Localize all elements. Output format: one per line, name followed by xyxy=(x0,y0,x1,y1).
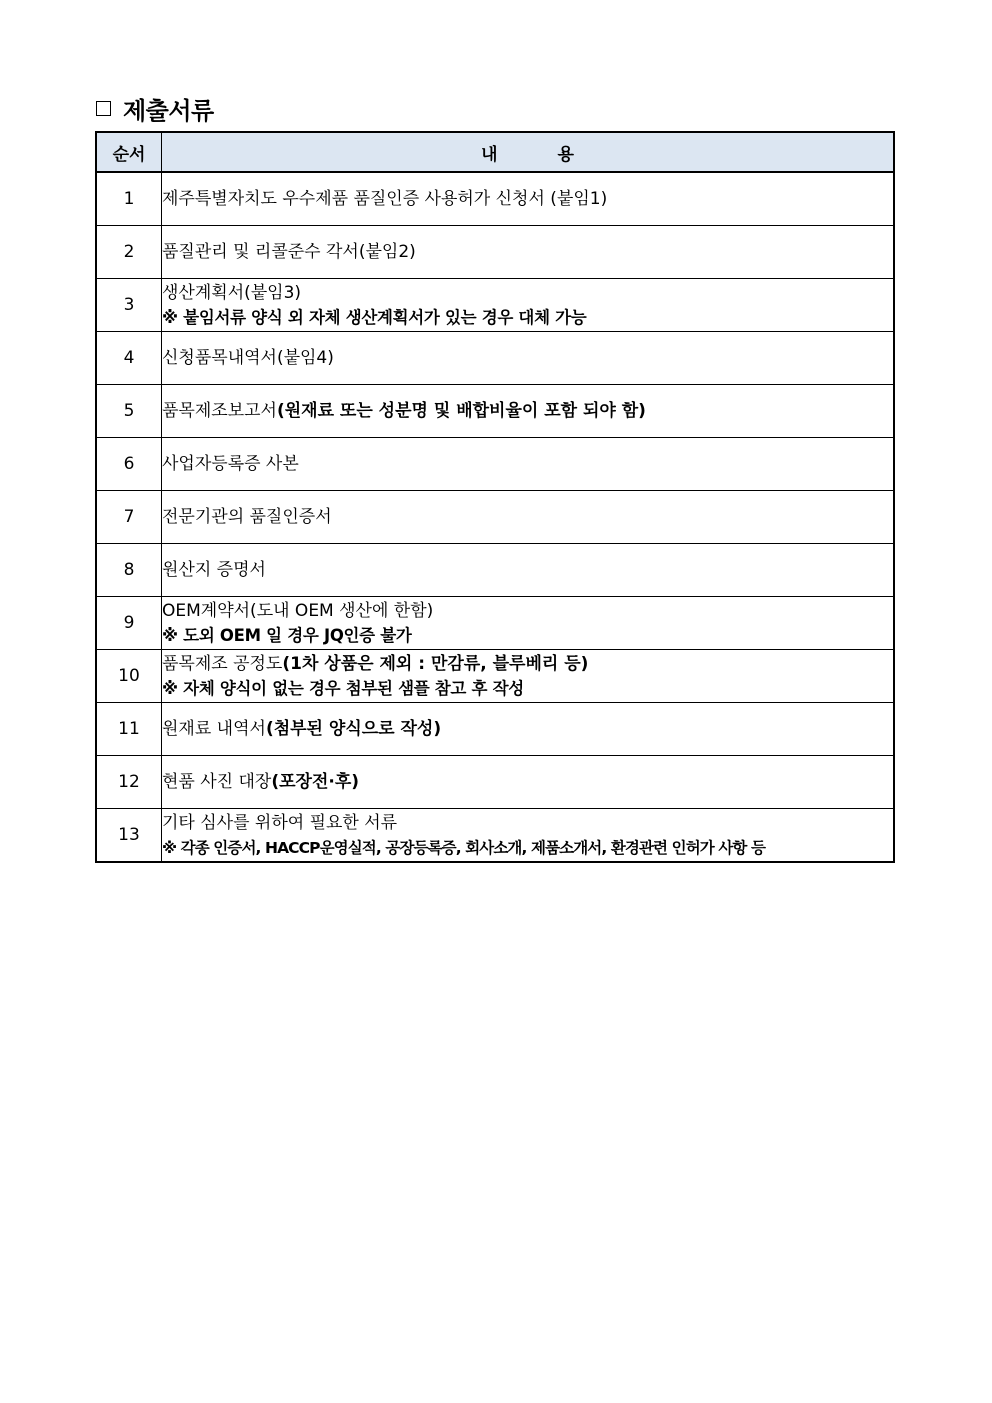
row-content xyxy=(162,544,895,597)
row-text: 신청품목내역서(붙임4) xyxy=(162,348,334,368)
row-text: 현품 사진 대장 xyxy=(162,772,272,792)
table-row xyxy=(96,226,894,279)
table-row xyxy=(96,438,894,491)
row-number: 6 xyxy=(96,438,162,491)
row-note: ※ 도외 OEM 일 경우 JQ인증 불가 xyxy=(162,626,412,645)
row-text: 품질관리 및 리콜준수 각서(붙임2) xyxy=(162,242,416,262)
row-text: 사업자등록증 사본 xyxy=(162,454,299,474)
row-content xyxy=(162,597,895,650)
table-row xyxy=(96,809,894,863)
row-content xyxy=(162,385,895,438)
table-row xyxy=(96,597,894,650)
table-row xyxy=(96,385,894,438)
row-number: 2 xyxy=(96,226,162,279)
row-note: ※ 자체 양식이 없는 경우 첨부된 샘플 참고 후 작성 xyxy=(162,679,524,698)
row-bold-text: (원재료 또는 성분명 및 배합비율이 포함 되야 함) xyxy=(276,401,646,421)
row-content xyxy=(162,703,895,756)
row-content xyxy=(162,650,895,703)
row-number: 11 xyxy=(96,703,162,756)
section-title xyxy=(96,90,214,126)
row-text: OEM계약서(도내 OEM 생산에 한함) xyxy=(162,601,434,621)
row-bold-text: (첨부된 양식으로 작성) xyxy=(265,719,442,739)
row-number: 4 xyxy=(96,332,162,385)
table-row xyxy=(96,650,894,703)
table-header-row xyxy=(96,132,894,172)
row-number: 3 xyxy=(96,279,162,332)
row-bold-text: (포장전·후) xyxy=(271,772,360,792)
row-number: 1 xyxy=(96,172,162,226)
row-number: 12 xyxy=(96,756,162,809)
row-note: ※ 각종 인증서, HACCP운영실적, 공장등록증, 회사소개, 제품소개서, 환경관련 인허가 사항 등 xyxy=(162,839,766,857)
row-content xyxy=(162,756,895,809)
row-content xyxy=(162,809,895,863)
row-number: 13 xyxy=(96,809,162,863)
submission-documents-table xyxy=(95,131,895,863)
row-number: 8 xyxy=(96,544,162,597)
row-content xyxy=(162,332,895,385)
row-number: 5 xyxy=(96,385,162,438)
row-text: 원산지 증명서 xyxy=(162,560,266,580)
row-note: ※ 붙임서류 양식 외 자체 생산계획서가 있는 경우 대체 가능 xyxy=(162,308,587,327)
row-bold-text: (1차 상품은 제외 : 만감류, 블루베리 등) xyxy=(282,654,589,674)
row-content xyxy=(162,279,895,332)
row-content xyxy=(162,491,895,544)
row-text: 품목제조보고서 xyxy=(162,401,277,421)
row-text: 생산계획서(붙임3) xyxy=(162,283,302,303)
row-content xyxy=(162,172,895,226)
table-row xyxy=(96,491,894,544)
table-row xyxy=(96,332,894,385)
row-number: 9 xyxy=(96,597,162,650)
section-title-text: 제출서류 xyxy=(123,96,214,125)
table-row xyxy=(96,279,894,332)
row-text: 기타 심사를 위하여 필요한 서류 xyxy=(162,813,398,833)
row-number: 7 xyxy=(96,491,162,544)
row-text: 품목제조 공정도 xyxy=(162,654,283,674)
row-content xyxy=(162,438,895,491)
row-text: 원재료 내역서 xyxy=(162,719,266,739)
checkbox-square-icon xyxy=(96,101,111,116)
row-content xyxy=(162,226,895,279)
row-number: 10 xyxy=(96,650,162,703)
header-content-left: 내 xyxy=(481,144,498,165)
table-row xyxy=(96,756,894,809)
header-content-right: 용 xyxy=(557,144,574,165)
row-text: 제주특별자치도 우수제품 품질인증 사용허가 신청서 (붙임1) xyxy=(162,189,608,209)
header-order: 순서 xyxy=(96,132,162,172)
table-row xyxy=(96,703,894,756)
table-row xyxy=(96,544,894,597)
table-row xyxy=(96,172,894,226)
row-text: 전문기관의 품질인증서 xyxy=(162,507,332,527)
header-content xyxy=(162,132,895,172)
